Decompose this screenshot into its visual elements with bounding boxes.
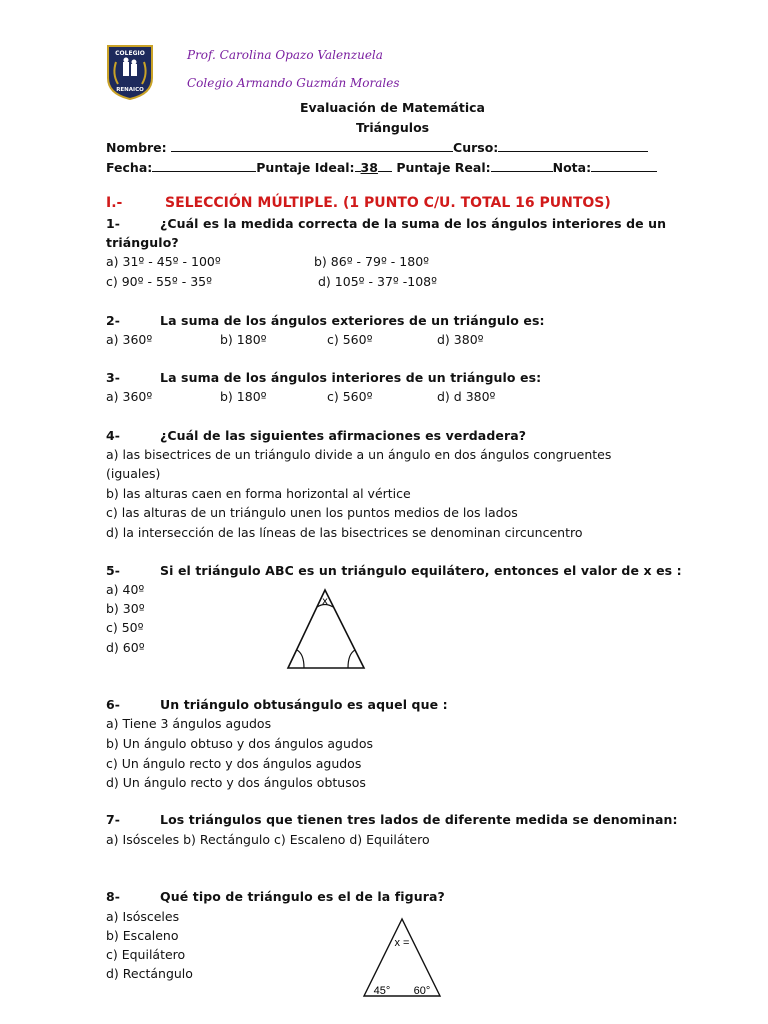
angle-x-label: x	[322, 596, 328, 607]
option-c[interactable]: c) 560º	[327, 332, 373, 347]
curso-label: Curso:	[453, 140, 499, 155]
puntaje-ideal-value: 38	[360, 160, 378, 175]
question-text: Qué tipo de triángulo es el de la figura?	[160, 889, 445, 904]
question-number: 8-	[106, 889, 120, 904]
option-d[interactable]: d) 105º - 37º -108º	[318, 274, 438, 289]
option-a[interactable]: a) 31º - 45º - 100º	[106, 254, 221, 269]
question-number: 4-	[106, 428, 120, 443]
question-text: ¿Cuál es la medida correcta de la suma de los ángulos interiores de un	[160, 216, 667, 231]
option-a[interactable]: a) 40º	[106, 582, 145, 597]
nota-field[interactable]	[591, 159, 657, 172]
option-d[interactable]: d) la intersección de las líneas de las bisectrices se denominan circuncentro	[106, 525, 583, 540]
option-b[interactable]: b) las alturas caen en forma horizontal al vértice	[106, 486, 411, 501]
question-text: Los triángulos que tienen tres lados de diferente medida se denominan:	[160, 812, 678, 827]
puntaje-ideal-label: Puntaje Ideal:	[256, 160, 355, 175]
nombre-label: Nombre:	[106, 140, 167, 155]
option-d[interactable]: d) Rectángulo	[106, 966, 193, 981]
fecha-label: Fecha:	[106, 160, 153, 175]
professor-name: Prof. Carolina Opazo Valenzuela	[187, 48, 383, 62]
option-a[interactable]: a) Isósceles	[106, 909, 180, 924]
question-number: 2-	[106, 313, 120, 328]
triangle-figure-q8	[360, 916, 444, 1000]
puntaje-real-field[interactable]	[491, 159, 553, 172]
option-b[interactable]: b) 180º	[220, 389, 267, 404]
option-a[interactable]: a) Tiene 3 ángulos agudos	[106, 716, 272, 731]
question-text: La suma de los ángulos exteriores de un triángulo es:	[160, 313, 545, 328]
option-a[interactable]: a) las bisectrices de un triángulo divide a un ángulo en dos ángulos congruentes	[106, 447, 612, 462]
option-c[interactable]: c) Un ángulo recto y dos ángulos agudos	[106, 756, 362, 771]
option-d[interactable]: d) 60º	[106, 640, 145, 655]
question-number: 7-	[106, 812, 120, 827]
svg-text:RENAICO: RENAICO	[116, 87, 144, 93]
option-a-cont: (iguales)	[106, 466, 161, 481]
fecha-row	[106, 159, 657, 175]
question-text: La suma de los ángulos interiores de un triángulo es:	[160, 370, 542, 385]
school-name: Colegio Armando Guzmán Morales	[187, 76, 400, 90]
equilateral-triangle-figure	[284, 586, 368, 672]
option-c[interactable]: c) 50º	[106, 620, 144, 635]
nombre-field[interactable]	[171, 139, 453, 152]
option-b[interactable]: b) Escaleno	[106, 928, 179, 943]
option-b[interactable]: b) 30º	[106, 601, 145, 616]
section-title: SELECCIÓN MÚLTIPLE. (1 PUNTO C/U. TOTAL 16 PUNTOS)	[165, 195, 611, 211]
question-text: Un triángulo obtusángulo es aquel que :	[160, 697, 448, 712]
options-row[interactable]: a) Isósceles b) Rectángulo c) Escaleno d) Equilátero	[106, 832, 430, 847]
option-c[interactable]: c) 90º - 55º - 35º	[106, 274, 213, 289]
option-d[interactable]: d) Un ángulo recto y dos ángulos obtusos	[106, 775, 366, 790]
svg-text:COLEGIO: COLEGIO	[115, 50, 145, 57]
option-a[interactable]: a) 360º	[106, 332, 153, 347]
angle-x-label: x =	[394, 937, 410, 949]
nota-label: Nota:	[552, 160, 592, 175]
option-d[interactable]: d) 380º	[437, 332, 484, 347]
option-b[interactable]: b) 180º	[220, 332, 267, 347]
page-subtitle: Triángulos	[356, 120, 430, 135]
option-b[interactable]: b) 86º - 79º - 180º	[314, 254, 430, 269]
page-title: Evaluación de Matemática	[300, 100, 485, 115]
question-number: 3-	[106, 370, 120, 385]
option-c[interactable]: c) las alturas de un triángulo unen los puntos medios de los lados	[106, 505, 518, 520]
curso-field[interactable]	[498, 139, 648, 152]
option-c[interactable]: c) Equilátero	[106, 947, 186, 962]
question-text: Si el triángulo ABC es un triángulo equilátero, entonces el valor de x es :	[160, 563, 682, 578]
puntaje-real-label: Puntaje Real:	[396, 160, 491, 175]
question-number: 6-	[106, 697, 120, 712]
option-c[interactable]: c) 560º	[327, 389, 373, 404]
question-text: ¿Cuál de las siguientes afirmaciones es verdadera?	[160, 428, 527, 443]
section-number: I.-	[106, 195, 123, 211]
angle-60-label: 60°	[413, 985, 431, 997]
fecha-field[interactable]	[152, 159, 256, 172]
school-crest-logo	[106, 44, 154, 100]
question-number: 5-	[106, 563, 120, 578]
puntaje-ideal-pad2	[378, 159, 392, 172]
question-text-cont: triángulo?	[106, 235, 179, 250]
option-d[interactable]: d) d 380º	[437, 389, 496, 404]
question-number: 1-	[106, 216, 120, 231]
angle-45-label: 45°	[373, 985, 391, 997]
option-a[interactable]: a) 360º	[106, 389, 153, 404]
option-b[interactable]: b) Un ángulo obtuso y dos ángulos agudos	[106, 736, 373, 751]
nombre-row	[106, 139, 648, 155]
